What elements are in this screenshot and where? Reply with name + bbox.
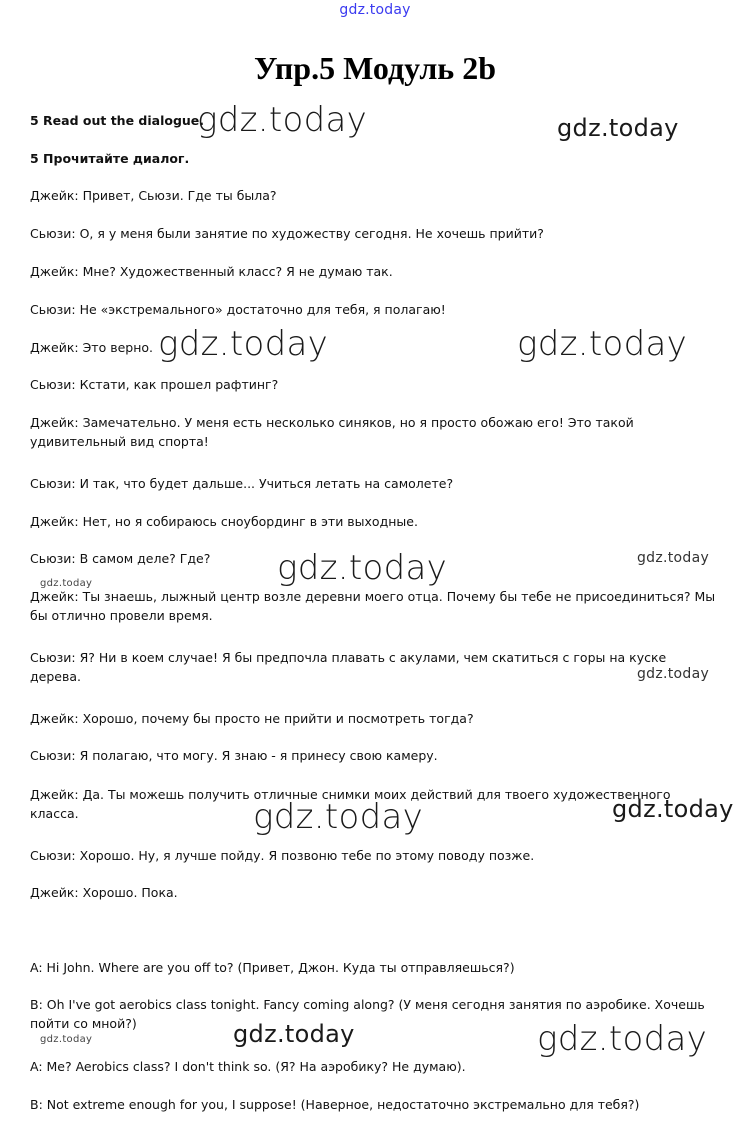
sample-line: B: Oh I've got aerobics class tonight. Fancy coming along? (У меня сегодня занятия по аэробике. Хочешь пойти со мной?) xyxy=(30,997,705,1031)
dialogue-line: Сьюзи: Я полагаю, что могу. Я знаю - я принесу свою камеру. xyxy=(30,748,438,763)
dialogue-line: Джейк: Нет, но я собираюсь сноубординг в эти выходные. xyxy=(30,514,418,529)
dialogue-line: Джейк: Замечательно. У меня есть несколько синяков, но я просто обожаю его! Это такой удивительный вид спорта! xyxy=(30,415,634,449)
dialogue-line: Сьюзи: В самом деле? Где? xyxy=(30,551,211,566)
watermark: gdz.today xyxy=(40,578,93,589)
dialogue-line: Джейк: Хорошо, почему бы просто не прийти и посмотреть тогда? xyxy=(30,711,474,726)
dialogue-line: Джейк: Хорошо. Пока. xyxy=(30,885,178,900)
watermark: gdz.today xyxy=(537,1019,708,1059)
dialogue-line: Сьюзи: Кстати, как прошел рафтинг? xyxy=(30,377,279,392)
watermark: gdz.today xyxy=(197,100,368,140)
dialogue-line: Сьюзи: Не «экстремального» достаточно для тебя, я полагаю! xyxy=(30,302,446,317)
dialogue-line: Сьюзи: И так, что будет дальше... Учиться летать на самолете? xyxy=(30,476,454,491)
dialogue-line: Джейк: Привет, Сьюзи. Где ты была? xyxy=(30,188,277,203)
dialogue-line: Джейк: Да. Ты можешь получить отличные снимки моих действий для твоего художественного класса. xyxy=(30,787,671,821)
site-header-link[interactable]: gdz.today xyxy=(339,2,411,18)
watermark: gdz.today xyxy=(40,1034,93,1045)
watermark: gdz.today xyxy=(557,114,679,142)
page-title: Упр.5 Модуль 2b xyxy=(253,50,496,86)
task-ru: 5 Прочитайте диалог. xyxy=(30,151,190,166)
dialogue-line: Джейк: Мне? Художественный класс? Я не думаю так. xyxy=(30,264,393,279)
dialogue-line: Джейк: Ты знаешь, лыжный центр возле деревни моего отца. Почему бы тебе не присоединиться? Мы бы отлично провели время. xyxy=(30,589,716,623)
watermark: gdz.today xyxy=(637,666,710,682)
dialogue-line: Сьюзи: Хорошо. Ну, я лучше пойду. Я позвоню тебе по этому поводу позже. xyxy=(30,848,535,863)
sample-line: A: Hi John. Where are you off to? (Привет, Джон. Куда ты отправляешься?) xyxy=(30,960,515,975)
dialogue-line: Сьюзи: Я? Ни в коем случае! Я бы предпочла плавать с акулами, чем скатиться с горы на куске дерева. xyxy=(30,650,667,684)
sample-line: B: Not extreme enough for you, I suppose! (Наверное, недостаточно экстремально для тебя?) xyxy=(30,1097,640,1112)
watermark: gdz.today xyxy=(277,548,448,588)
watermark: gdz.today xyxy=(158,324,329,364)
dialogue-line: Джейк: Это верно. xyxy=(30,340,153,355)
sample-line: A: Me? Aerobics class? I don't think so. (Я? На аэробику? Не думаю). xyxy=(30,1059,466,1074)
watermark: gdz.today xyxy=(517,324,688,364)
watermark: gdz.today xyxy=(233,1020,355,1048)
task-en: 5 Read out the dialogue. xyxy=(30,113,205,128)
watermark: gdz.today xyxy=(637,550,710,566)
watermark: gdz.today xyxy=(253,797,424,837)
watermark: gdz.today xyxy=(612,795,734,823)
dialogue-line: Сьюзи: О, я у меня были занятие по художеству сегодня. Не хочешь прийти? xyxy=(30,226,544,241)
